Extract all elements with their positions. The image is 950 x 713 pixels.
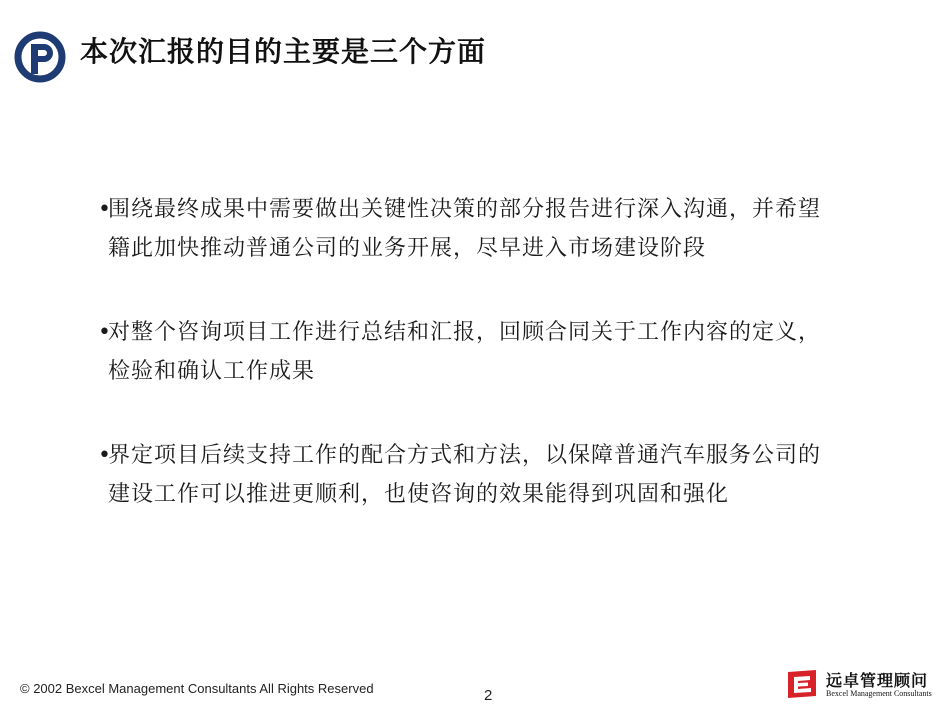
list-item [100,313,890,391]
page-title: 本次汇报的目的主要是三个方面 [80,35,487,68]
bullet-text-line1: 界定项目后续支持工作的配合方式和方法，以保障普通汽车服务公司的 [108,443,822,468]
bullet-list [100,190,890,559]
brand-name-cn: 远卓管理顾问 [826,671,929,690]
list-item [100,436,890,514]
bullet-text-line2: 建设工作可以推进更顺利，也使咨询的效果能得到巩固和强化 [108,482,730,507]
company-logo-icon [14,31,66,83]
bullet-text-line1: 对整个咨询项目工作进行总结和汇报，回顾合同关于工作内容的定义， [108,320,822,345]
bullet-dot: • [98,320,112,345]
page-number: 2 [484,687,493,704]
bullet-text-line2: 籍此加快推动普通公司的业务开展，尽早进入市场建设阶段 [108,236,707,261]
brand-logo [786,668,936,700]
bullet-text-line2: 检验和确认工作成果 [108,359,316,384]
list-item [100,190,890,268]
bullet-dot: • [98,197,112,222]
bullet-text-line1: 围绕最终成果中需要做出关键性决策的部分报告进行深入沟通，并希望 [108,197,822,222]
brand-name-en: Bexcel Management Consultants [826,689,932,698]
brand-flag-icon [786,668,820,700]
bullet-dot: • [98,443,112,468]
copyright-text: © 2002 Bexcel Management Consultants All Rights Reserved [20,681,374,696]
